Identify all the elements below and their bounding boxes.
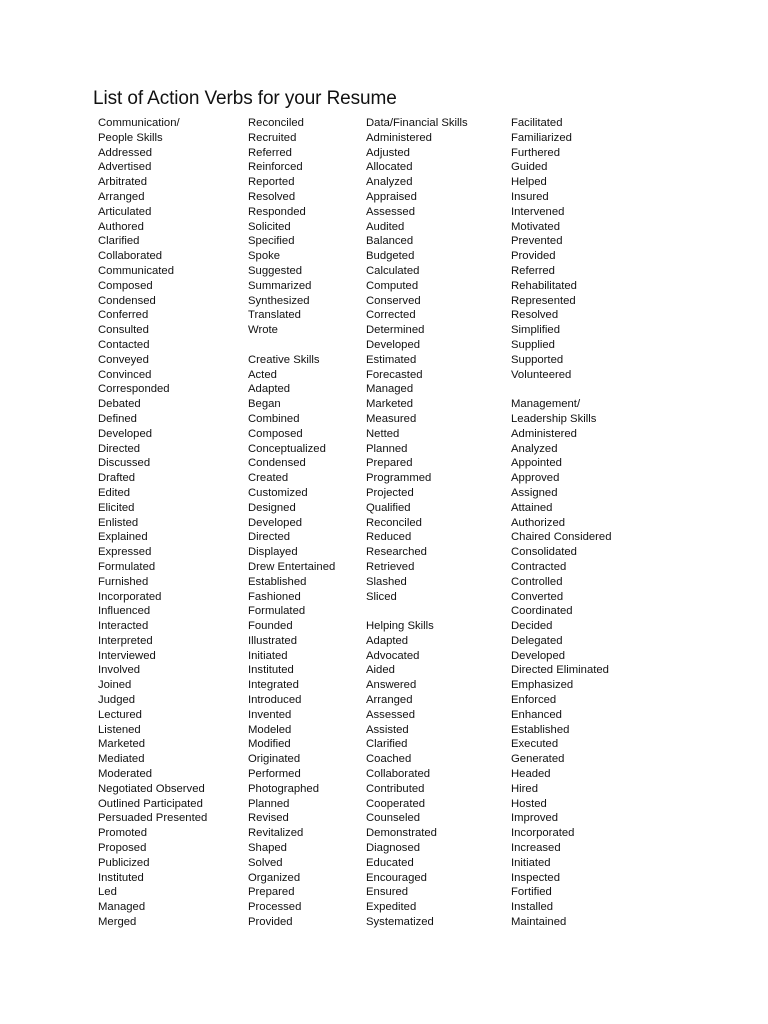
verb-item: Volunteered xyxy=(511,368,572,381)
verb-item: Inspected xyxy=(511,871,560,884)
verb-item: Elicited xyxy=(98,501,135,514)
verb-item: Edited xyxy=(98,486,131,499)
verb-item: Conferred xyxy=(98,309,149,322)
verb-item: Adapted xyxy=(366,634,409,647)
verb-item: Instituted xyxy=(248,664,294,677)
verb-item: Maintained xyxy=(511,916,567,929)
verb-column-1 xyxy=(98,116,248,930)
verb-item: Adjusted xyxy=(366,146,410,159)
verb-item: Wrote xyxy=(248,324,278,337)
verb-item: Installed xyxy=(511,901,554,914)
verb-item: Assessed xyxy=(366,205,415,218)
verb-item: Fashioned xyxy=(248,590,301,603)
verb-item: Planned xyxy=(366,442,408,455)
verb-item: Cooperated xyxy=(366,797,426,810)
verb-item: Acted xyxy=(248,368,277,381)
verb-item: Clarified xyxy=(98,235,140,248)
verb-item: Recruited xyxy=(248,131,297,144)
verb-item: Interacted xyxy=(98,620,149,633)
verb-item: Promoted xyxy=(98,827,147,840)
verb-item: Developed xyxy=(511,649,566,662)
verb-item: Instituted xyxy=(98,871,144,884)
verb-item: Slashed xyxy=(366,575,407,588)
verb-item: Researched xyxy=(366,546,427,559)
verb-item: Established xyxy=(511,723,570,736)
verb-item: Intervened xyxy=(511,205,565,218)
verb-item: Advocated xyxy=(366,649,420,662)
verb-item: Invented xyxy=(248,708,292,721)
verb-item: Developed xyxy=(248,516,303,529)
verb-item: Formulated xyxy=(98,560,156,573)
verb-item: Revised xyxy=(248,812,289,825)
verb-item: Prepared xyxy=(366,457,413,470)
verb-item: Systematized xyxy=(366,916,434,929)
verb-item: Integrated xyxy=(248,679,299,692)
verb-item: Managed xyxy=(98,901,146,914)
verb-item: Calculated xyxy=(366,264,420,277)
verb-item: Measured xyxy=(366,412,417,425)
verb-item: Displayed xyxy=(248,546,298,559)
verb-item: Formulated xyxy=(248,605,306,618)
verb-column-4 xyxy=(511,116,631,930)
verb-item: Guided xyxy=(511,161,548,174)
verb-item: Assessed xyxy=(366,708,415,721)
verb-item: Shaped xyxy=(248,842,287,855)
verb-item: Increased xyxy=(511,842,561,855)
verb-item: Conveyed xyxy=(98,353,149,366)
verb-item: Generated xyxy=(511,753,565,766)
verb-item: Consolidated xyxy=(511,546,577,559)
verb-item: Communicated xyxy=(98,264,174,277)
verb-item: Fortified xyxy=(511,886,552,899)
verb-item: Netted xyxy=(366,427,400,440)
verb-item: Arranged xyxy=(98,190,145,203)
verb-item: Organized xyxy=(248,871,301,884)
verb-item: Proposed xyxy=(98,842,147,855)
verb-item: Converted xyxy=(511,590,564,603)
verb-item: Counseled xyxy=(366,812,421,825)
verb-item: Headed xyxy=(511,768,551,781)
verb-item: Suggested xyxy=(248,264,303,277)
verb-item: Improved xyxy=(511,812,559,825)
verb-item: Consulted xyxy=(98,324,149,337)
verb-item: Processed xyxy=(248,901,302,914)
verb-item: Furthered xyxy=(511,146,560,159)
verb-item: Conserved xyxy=(366,294,421,307)
verb-item: Allocated xyxy=(366,161,413,174)
verb-item: Adapted xyxy=(248,383,291,396)
verb-item: Moderated xyxy=(98,768,153,781)
verb-item: Reported xyxy=(248,176,295,189)
verb-item: Reconciled xyxy=(248,117,304,129)
verb-item: Publicized xyxy=(98,856,150,869)
verb-item: Assisted xyxy=(366,723,409,736)
verb-item: Enlisted xyxy=(98,516,139,529)
verb-item: Negotiated Observed xyxy=(98,782,205,795)
verb-item: Condensed xyxy=(248,457,306,470)
verb-item: Approved xyxy=(511,472,560,485)
verb-item: Performed xyxy=(248,768,301,781)
verb-item: Advertised xyxy=(98,161,152,174)
verb-item: Delegated xyxy=(511,634,563,647)
verb-item: Initiated xyxy=(511,856,551,869)
verb-item: Retrieved xyxy=(366,560,415,573)
verb-item: Managed xyxy=(366,383,414,396)
verb-item: Rehabilitated xyxy=(511,279,577,292)
verb-item: Analyzed xyxy=(511,442,558,455)
verb-item: Directed xyxy=(248,531,291,544)
verb-item: Authorized xyxy=(511,516,566,529)
verb-item: Directed xyxy=(98,442,141,455)
verb-item: Planned xyxy=(248,797,290,810)
verb-item: Designed xyxy=(248,501,296,514)
section-heading: Creative Skills xyxy=(248,353,320,366)
verb-item: Composed xyxy=(248,427,303,440)
verb-item: Contracted xyxy=(511,560,567,573)
verb-item: Collaborated xyxy=(98,250,163,263)
verb-item: Arbitrated xyxy=(98,176,147,189)
verb-item: Combined xyxy=(248,412,300,425)
verb-item: Condensed xyxy=(98,294,156,307)
verb-item: Referred xyxy=(511,264,555,277)
verb-item: Diagnosed xyxy=(366,842,421,855)
section-heading: Communication/ xyxy=(98,117,180,129)
verb-item: Analyzed xyxy=(366,176,413,189)
verb-item: Discussed xyxy=(98,457,151,470)
verb-item: Marketed xyxy=(98,738,146,751)
verb-item: Originated xyxy=(248,753,301,766)
section-heading: Data/Financial Skills xyxy=(366,117,468,129)
verb-item: Aided xyxy=(366,664,395,677)
verb-item: Facilitated xyxy=(511,117,563,129)
verb-item: Convinced xyxy=(98,368,152,381)
verb-item: Merged xyxy=(98,916,137,929)
section-heading: Leadership Skills xyxy=(511,412,597,425)
verb-item: Drew Entertained xyxy=(248,560,336,573)
page-title: List of Action Verbs for your Resume xyxy=(93,88,397,109)
verb-item: Modeled xyxy=(248,723,292,736)
verb-item: Furnished xyxy=(98,575,149,588)
verb-item: Defined xyxy=(98,412,137,425)
verb-item: Initiated xyxy=(248,649,288,662)
verb-item: Illustrated xyxy=(248,634,297,647)
verb-item: Reinforced xyxy=(248,161,303,174)
verb-item: Programmed xyxy=(366,472,432,485)
verb-item: Customized xyxy=(248,486,308,499)
verb-item: Enforced xyxy=(511,694,557,707)
verb-item: Motivated xyxy=(511,220,560,233)
verb-item: Hosted xyxy=(511,797,547,810)
verb-item: Helped xyxy=(511,176,547,189)
verb-item: Incorporated xyxy=(98,590,162,603)
verb-item: Specified xyxy=(248,235,295,248)
verb-column-3 xyxy=(366,116,516,930)
verb-item: Estimated xyxy=(366,353,417,366)
verb-item: Revitalized xyxy=(248,827,304,840)
verb-item: Resolved xyxy=(248,190,296,203)
verb-item: Arranged xyxy=(366,694,413,707)
verb-item: Persuaded Presented xyxy=(98,812,208,825)
verb-item: Solicited xyxy=(248,220,291,233)
verb-item: Reconciled xyxy=(366,516,422,529)
verb-item: Incorporated xyxy=(511,827,575,840)
verb-item: Executed xyxy=(511,738,559,751)
verb-item: Qualified xyxy=(366,501,411,514)
verb-item: Appraised xyxy=(366,190,417,203)
verb-item: Summarized xyxy=(248,279,312,292)
verb-item: Judged xyxy=(98,694,136,707)
verb-item: Provided xyxy=(248,916,293,929)
verb-item: Joined xyxy=(98,679,132,692)
verb-item: Reduced xyxy=(366,531,412,544)
verb-item: Represented xyxy=(511,294,576,307)
section-heading: Helping Skills xyxy=(366,620,434,633)
verb-item: Clarified xyxy=(366,738,408,751)
verb-item: Authored xyxy=(98,220,144,233)
verb-item: Solved xyxy=(248,856,283,869)
verb-item: Involved xyxy=(98,664,141,677)
verb-item: Enhanced xyxy=(511,708,562,721)
verb-item: Ensured xyxy=(366,886,409,899)
verb-item: Interviewed xyxy=(98,649,156,662)
verb-item: Referred xyxy=(248,146,292,159)
verb-item: Mediated xyxy=(98,753,145,766)
section-heading: People Skills xyxy=(98,131,163,144)
verb-item: Synthesized xyxy=(248,294,310,307)
verb-item: Articulated xyxy=(98,205,152,218)
verb-item: Familiarized xyxy=(511,131,572,144)
verb-item: Developed xyxy=(98,427,153,440)
verb-item: Encouraged xyxy=(366,871,427,884)
verb-item: Corresponded xyxy=(98,383,170,396)
verb-item: Established xyxy=(248,575,307,588)
verb-item: Interpreted xyxy=(98,634,153,647)
verb-item: Addressed xyxy=(98,146,153,159)
verb-item: Expressed xyxy=(98,546,152,559)
verb-item: Emphasized xyxy=(511,679,574,692)
verb-item: Insured xyxy=(511,190,549,203)
verb-item: Appointed xyxy=(511,457,562,470)
verb-item: Controlled xyxy=(511,575,563,588)
verb-item: Balanced xyxy=(366,235,414,248)
verb-item: Educated xyxy=(366,856,414,869)
verb-item: Answered xyxy=(366,679,417,692)
section-heading: Management/ xyxy=(511,398,581,411)
verb-item: Developed xyxy=(366,338,421,351)
verb-item: Coordinated xyxy=(511,605,573,618)
verb-item: Expedited xyxy=(366,901,417,914)
verb-item: Simplified xyxy=(511,324,560,337)
verb-item: Contributed xyxy=(366,782,425,795)
verb-item: Listened xyxy=(98,723,141,736)
verb-item: Prepared xyxy=(248,886,295,899)
verb-item: Lectured xyxy=(98,708,142,721)
verb-item: Assigned xyxy=(511,486,558,499)
blank-line xyxy=(366,604,516,619)
verb-item: Sliced xyxy=(366,590,397,603)
verb-item: Drafted xyxy=(98,472,136,485)
verb-item: Modified xyxy=(248,738,291,751)
verb-item: Forecasted xyxy=(366,368,423,381)
verb-item: Directed Eliminated xyxy=(511,664,609,677)
verb-item: Prevented xyxy=(511,235,563,248)
verb-item: Began xyxy=(248,398,281,411)
verb-item: Responded xyxy=(248,205,306,218)
verb-item: Administered xyxy=(366,131,432,144)
verb-item: Decided xyxy=(511,620,553,633)
verb-item: Founded xyxy=(248,620,293,633)
verb-item: Resolved xyxy=(511,309,559,322)
verb-item: Provided xyxy=(511,250,556,263)
verb-item: Contacted xyxy=(98,338,150,351)
verb-item: Spoke xyxy=(248,250,281,263)
verb-item: Attained xyxy=(511,501,553,514)
verb-item: Administered xyxy=(511,427,577,440)
verb-item: Debated xyxy=(98,398,141,411)
verb-item: Coached xyxy=(366,753,412,766)
blank-line xyxy=(511,382,631,397)
verb-item: Explained xyxy=(98,531,148,544)
verb-item: Supported xyxy=(511,353,564,366)
verb-item: Photographed xyxy=(248,782,319,795)
verb-item: Audited xyxy=(366,220,405,233)
verb-item: Marketed xyxy=(366,398,414,411)
verb-item: Collaborated xyxy=(366,768,431,781)
verb-item: Supplied xyxy=(511,338,555,351)
verb-item: Introduced xyxy=(248,694,302,707)
verb-item: Demonstrated xyxy=(366,827,437,840)
verb-item: Led xyxy=(98,886,117,899)
verb-item: Outlined Participated xyxy=(98,797,203,810)
verb-item: Composed xyxy=(98,279,153,292)
verb-item: Computed xyxy=(366,279,419,292)
verb-item: Influenced xyxy=(98,605,151,618)
verb-item: Created xyxy=(248,472,289,485)
verb-item: Corrected xyxy=(366,309,416,322)
verb-item: Translated xyxy=(248,309,301,322)
verb-item: Projected xyxy=(366,486,414,499)
verb-item: Conceptualized xyxy=(248,442,326,455)
verb-item: Budgeted xyxy=(366,250,415,263)
verb-item: Hired xyxy=(511,782,538,795)
verb-item: Determined xyxy=(366,324,425,337)
verb-item: Chaired Considered xyxy=(511,531,612,544)
